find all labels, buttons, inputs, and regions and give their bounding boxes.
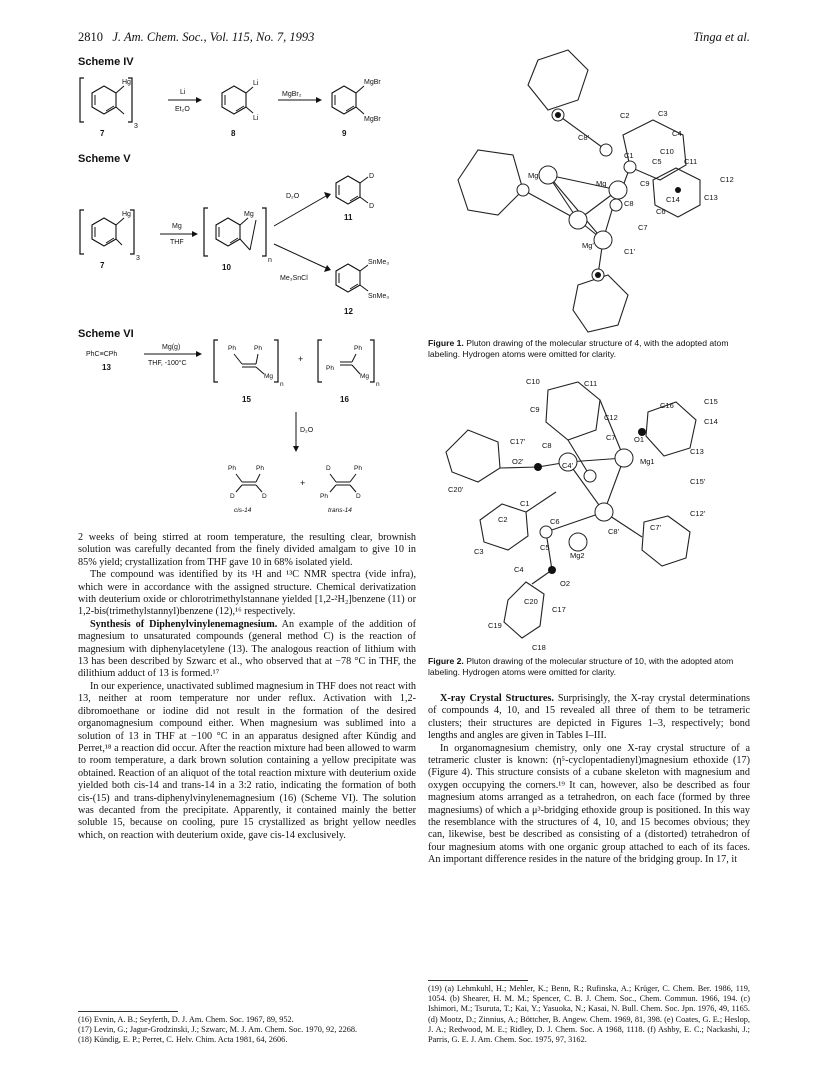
fig2-label-c15p: C15' (690, 477, 706, 486)
fig2-label-c19: C19 (488, 621, 502, 630)
scheme-vi-title: Scheme VI (78, 328, 134, 340)
fig1-label-mgp: Mg' (528, 171, 540, 180)
scheme-v-diagram (78, 168, 418, 318)
scheme-v-title: Scheme V (78, 153, 131, 165)
reference-19: (19) (a) Lehmkuhl, H.; Mehler, K.; Benn, R.; Rufinska, A.; Krüger, C. Chem. Ber. 1986, 119, 1054. (b) Shearer, H. M. M.; Spencer, C. B. J. Chem. Soc., Chem. Commun. 1966, 194. (c) Ishimori, M.; Tsuruta, T.; Kai, Y.; Yasuoka, N.; Kasai, N. Bull. Chem. Soc. Jpn. 1976, 49, 1165. (d) Mootz, D.; Zinnius, A.; Böttcher, B. Angew. Chem. 1969, 81, 398. (e) Coates, G. E.; Heslop, J. A.; Redwood, M. E.; Ridley, D. J. Chem. Soc. A 1968, 1118. (f) Ashby, E. C.; Nackashi, J.; Parris, G. E. J. Am. Chem. Soc. 1975, 97, 3162. (428, 984, 750, 1045)
fig2-label-c17: C17 (552, 605, 566, 614)
scheme-vi-cis14: cis-14 (234, 507, 252, 514)
scheme-vi-reagent-bottom: THF, -100°C (148, 360, 187, 367)
figure-1-molecule (428, 40, 748, 340)
fig2-label-c11: C11 (584, 379, 598, 388)
running-header (78, 30, 314, 45)
fig2-label-c7: C7 (606, 433, 616, 442)
scheme-vi-15-ph2: Ph (254, 345, 262, 352)
fig2-label-c1: C1 (520, 499, 530, 508)
fig2-label-mg1: Mg1 (640, 457, 655, 466)
fig2-label-o1: O1 (634, 435, 645, 444)
fig1-label-c4: C4 (672, 129, 682, 138)
fig1-label-c12: C12 (720, 175, 734, 184)
scheme-iv-reagent1-bottom: Et₂O (175, 106, 190, 113)
fig1-label-c11: C11 (684, 157, 698, 166)
scheme-v-subscript: 3 (136, 255, 140, 262)
fig2-label-c8: C8 (542, 441, 552, 450)
scheme-vi-reactant: PhC≡CPh (86, 351, 118, 358)
fig2-label-o2p: O2' (512, 457, 524, 466)
fig2-label-c4: C4 (514, 565, 524, 574)
scheme-v-reagent-top: Mg (172, 223, 182, 230)
fig2-label-mg2: Mg2 (570, 551, 585, 560)
section-heading-xray: X-ray Crystal Structures. (440, 693, 554, 704)
figure-1-label: Figure 1. (428, 338, 464, 348)
scheme-vi-16-mg: Mg (360, 373, 370, 380)
scheme-v-snme3-bottom: SnMe₃ (368, 293, 390, 300)
page-number: 2810 (78, 30, 103, 44)
fig1-label-mg: Mg (596, 179, 607, 188)
fig2-label-c15: C15 (704, 397, 718, 406)
scheme-vi-reagent-top: Mg(g) (162, 344, 181, 351)
scheme-vi-cis-d1: D (230, 493, 235, 500)
fig2-label-c20: C20 (524, 597, 538, 606)
scheme-iv-title: Scheme IV (78, 56, 134, 68)
left-paragraph-3 (78, 619, 416, 681)
scheme-v-me3sncl: Me₃SnCl (280, 275, 308, 282)
fig1-label-c7: C7 (638, 223, 648, 232)
scheme-vi-plus1: + (298, 354, 304, 364)
fig1-label-c14: C14 (666, 195, 680, 204)
scheme-vi-diagram (78, 338, 418, 518)
section-heading-synthesis: Synthesis of Diphenylvinylenemagnesium. (90, 618, 278, 630)
scheme-vi-15-ph1: Ph (228, 345, 236, 352)
scheme-v-mg: Mg (244, 211, 254, 218)
right-references (428, 984, 750, 1045)
scheme-vi-cis-ph1: Ph (228, 465, 236, 472)
footnote-rule-left (78, 1011, 178, 1012)
fig1-label-c13: C13 (704, 193, 718, 202)
fig1-label-c9: C9 (640, 179, 650, 188)
footnote-rule-right (428, 980, 528, 981)
scheme-vi-16-n: n (376, 381, 380, 388)
fig2-label-o2: O2 (560, 579, 571, 588)
scheme-iv-li-bottom: Li (253, 115, 259, 122)
scheme-vi-15-mg: Mg (264, 373, 274, 380)
fig1-label-c3: C3 (658, 109, 668, 118)
fig2-label-c16: C16 (660, 401, 674, 410)
scheme-v-d-top: D (369, 173, 375, 180)
scheme-v-snme3-top: SnMe₃ (368, 259, 390, 266)
scheme-iv-diagram (78, 70, 418, 150)
right-paragraph-2: In organomagnesium chemistry, only one X-ray crystal structure of a tetrameric cluster is known: (η⁵-cyclopentadienyl)magnesium ethoxide (17) (Figure 4). This structure consists of a cubane skeleton with magnesium and oxygen occupying the corners.¹⁹ It can, however, also be described as four magnesium atoms arranged as a tetrahedron, on each face (formed by three magnesiums) of which a μ³-bridging ethoxide group is positioned. In this way the resemblance with the structures of 4, 10, and 15 becomes obvious; they can, likewise, best be described as consisting of a (distorted) tetrahedron of four magnesium atoms with one organic group attached to each of its faces. An important difference resides in the nature of the bridging group. In 17, it (428, 742, 750, 866)
fig2-label-c12: C12 (604, 413, 618, 422)
right-paragraph-1-text: Surprisingly, the X-ray crystal determinations of compounds 4, 10, and 15 revealed all three of them to be tetrameric clusters; their structures are depicted in Figures 1–3, respectively; bond lengths and angles are given in Tables I–III. (428, 693, 750, 742)
fig2-label-c8p: C8' (608, 527, 620, 536)
scheme-v-cmpd-11: 11 (344, 213, 353, 222)
scheme-vi-plus2: + (300, 478, 306, 488)
scheme-iv-reagent1-top: Li (180, 89, 186, 96)
fig1-label-c1: C1 (624, 151, 634, 160)
scheme-vi-15-n: n (280, 381, 284, 388)
fig2-label-c14: C14 (704, 417, 718, 426)
scheme-v-hg: Hg (122, 211, 131, 218)
journal-citation: J. Am. Chem. Soc., Vol. 115, No. 7, 1993 (112, 30, 315, 44)
fig2-label-c10: C10 (526, 377, 540, 386)
fig1-label-c8p: C8' (578, 133, 590, 142)
scheme-iv-cmpd-9: 9 (342, 129, 347, 138)
fig1-label-mgppp: Mg' (582, 241, 594, 250)
fig2-label-c18: C18 (532, 643, 546, 652)
scheme-vi-trans-ph1: Ph (354, 465, 362, 472)
scheme-vi-trans-ph2: Ph (320, 493, 328, 500)
left-references (78, 1015, 416, 1046)
figure-2-label: Figure 2. (428, 656, 464, 666)
left-paragraph-4: In our experience, unactivated sublimed magnesium in THF does not react with 13, neither at room temperature nor under reflux. Activation with 1,2-dibromoethane or iodine did not result in the formation of the desired organomagnesium compound either. When magnesium was sublimed into a solution of 13 in THF at −100 °C in an apparatus designed after Kündig and Perret,¹⁸ a reaction did occur. After the reaction mixture had been allowed to warm to room temperature, a dark brown solution containing a yellow precipitate was obtained. Reaction of an aliquot of the total reaction mixture with deuterium oxide yielded both cis-14 and trans-14 in a 3:2 ratio, indicating the formation of both cis-(15) and trans-diphenylvinylenemagnesium (16) (Scheme VI). The solution was decanted from the precipitate. Apparently, it contained mainly the better soluble 15, because on cooling, pure 15 crystallized as bright yellow needles which, on reaction with deuterium oxide, gave cis-14 exclusively. (78, 680, 416, 841)
reference-18: (18) Kündig, E. P.; Perret, C. Helv. Chim. Acta 1981, 64, 2606. (78, 1035, 288, 1045)
left-paragraph-3-text: An example of the addition of magnesium to unsaturated compounds (general method C) is the reaction of magnesium with diphenylacetylene (13). The analogous reaction of lithium with 13 has been described by Szwarc et al., who observed that at −78 °C in THF, the dilithium adduct of 13 is formed.¹⁷ (78, 618, 417, 680)
scheme-v-reagent-bottom: THF (170, 239, 184, 246)
left-paragraph-1: 2 weeks of being stirred at room temperature, the resulting clear, brownish solution was carefully decanted from the finely divided amalgam to give 10 in 85% yield; crystallization from THF gave 10 in 68% isolated yield. (78, 532, 416, 568)
fig1-label-c10: C10 (660, 147, 674, 156)
scheme-vi-cis-d2: D (262, 493, 267, 500)
scheme-iv-cmpd-8: 8 (231, 129, 236, 138)
left-column-text (78, 532, 416, 842)
fig2-label-c7p: C7' (650, 523, 662, 532)
reference-16: (16) Evnin, A. B.; Seyferth, D. J. Am. Chem. Soc. 1967, 89, 952. (78, 1015, 294, 1024)
fig2-label-c2: C2 (498, 515, 508, 524)
left-paragraph-2: The compound was identified by its ¹H and ¹³C NMR spectra (vide infra), which were in accordance with the assigned structure. Chemical derivatization with deuterium oxide or chlorotrimethylstannane yielded [1,2-²H₂]benzene (11) or 1,2-bis(trimethylstannyl)benzene (12),¹⁶ respectively. (78, 569, 416, 618)
scheme-iv-cmpd-7: 7 (100, 129, 105, 138)
fig2-label-c12p: C12' (690, 509, 706, 518)
fig2-label-c5: C5 (540, 543, 550, 552)
figure-1-caption (428, 338, 750, 359)
figure-2-molecule (428, 372, 748, 652)
scheme-vi-d2o: D₂O (300, 427, 314, 434)
fig1-label-c1p: C1' (624, 247, 636, 256)
fig2-label-c17p: C17' (510, 437, 526, 446)
right-paragraph-1 (428, 693, 750, 743)
scheme-vi-cmpd-16: 16 (340, 395, 349, 404)
scheme-v-d2o: D₂O (286, 193, 300, 200)
fig2-label-c6: C6 (550, 517, 560, 526)
right-column-text (428, 693, 750, 867)
running-header-authors: Tinga et al. (693, 30, 750, 44)
fig2-label-c4p: C4' (562, 461, 574, 470)
scheme-vi-trans-d1: D (326, 465, 331, 472)
scheme-vi-16-ph1: Ph (354, 345, 362, 352)
fig1-label-c6: C6 (656, 207, 666, 216)
figure-2-caption-text: Pluton drawing of the molecular structure of 10, with the adopted atom labeling. Hydrogen atoms were omitted for clarity. (428, 656, 734, 677)
scheme-v-d-bottom: D (369, 203, 375, 210)
scheme-iv-reagent2: MgBr₂ (282, 91, 302, 98)
fig1-label-c5: C5 (652, 157, 662, 166)
scheme-vi-cmpd-13: 13 (102, 363, 111, 372)
fig1-label-c2: C2 (620, 111, 630, 120)
scheme-vi-16-ph2: Ph (326, 365, 334, 372)
scheme-vi-cis-ph2: Ph (256, 465, 264, 472)
scheme-v-cmpd-7: 7 (100, 261, 105, 270)
figure-1-caption-text: Pluton drawing of the molecular structure of 4, with the adopted atom labeling. Hydrogen atoms were omitted for clarity. (428, 338, 729, 359)
scheme-iv-mgbr-top: MgBr (364, 79, 381, 86)
figure-2-caption (428, 656, 750, 677)
scheme-iv-subscript: 3 (134, 123, 138, 130)
fig2-label-c9: C9 (530, 405, 540, 414)
scheme-vi-trans-d2: D (356, 493, 361, 500)
scheme-v-n: n (268, 257, 272, 264)
scheme-iv-hg: Hg (122, 79, 131, 86)
scheme-vi-cmpd-15: 15 (242, 395, 251, 404)
fig2-label-c20p: C20' (448, 485, 464, 494)
reference-17: (17) Levin, G.; Jagur-Grodzinski, J.; Szwarc, M. J. Am. Chem. Soc. 1970, 92, 2268. (78, 1025, 358, 1035)
fig2-label-c13: C13 (690, 447, 704, 456)
scheme-iv-li-top: Li (253, 80, 259, 87)
scheme-vi-trans14: trans-14 (328, 507, 352, 514)
scheme-v-cmpd-12: 12 (344, 307, 353, 316)
fig2-label-c3: C3 (474, 547, 484, 556)
fig1-label-c8: C8 (624, 199, 634, 208)
scheme-iv-mgbr-bottom: MgBr (364, 116, 381, 123)
scheme-v-cmpd-10: 10 (222, 263, 231, 272)
